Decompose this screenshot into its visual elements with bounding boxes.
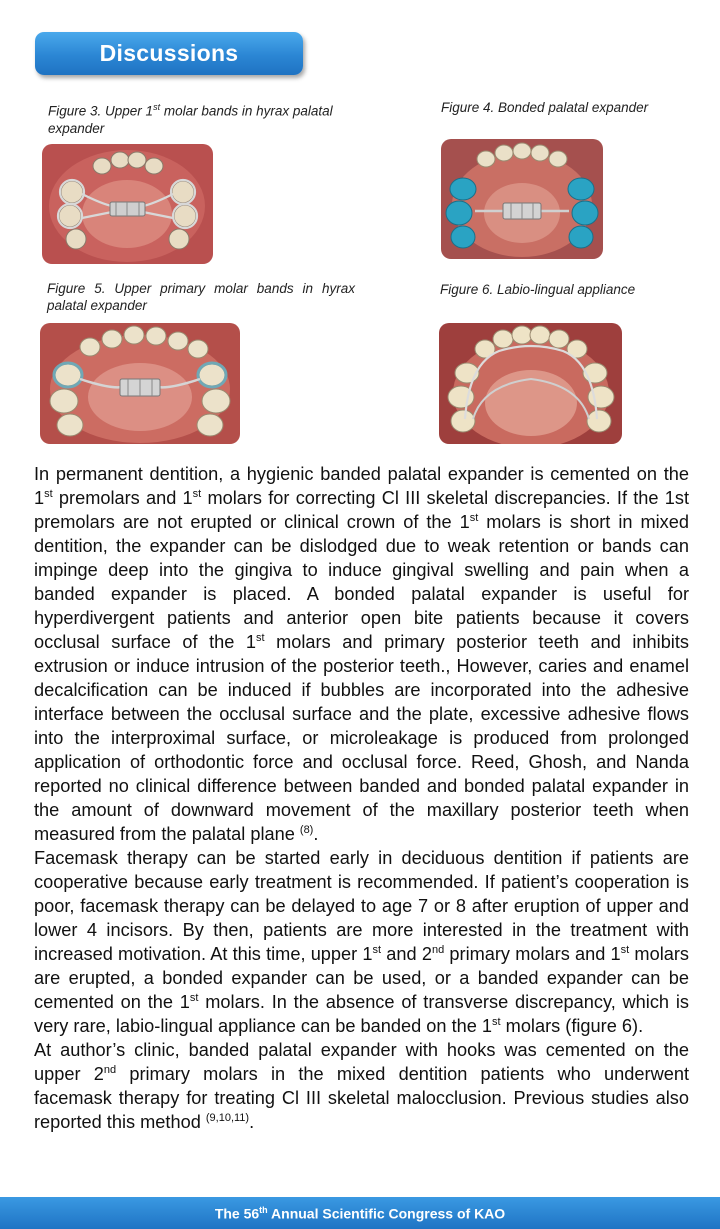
body-text xyxy=(34,462,689,1134)
figure-5-caption: Figure 5. Upper primary molar bands in hyrax palatal expander xyxy=(47,281,355,313)
figure-4-caption: Figure 4. Bonded palatal expander xyxy=(441,100,649,115)
paragraph-3: At author’s clinic, banded palatal expander with hooks was cemented on the upper 2nd primary molars in the mixed dentition patients who underwent facemask therapy for treating Cl III skeletal malocclusion. Previous studies also reported this method $^{(9,10,11)}$. xyxy=(34,1040,689,1132)
section-title: Discussions xyxy=(99,40,239,66)
paragraph-2: Facemask therapy can be started early in deciduous dentition if patients are cooperative because early treatment is recommended. If patient’s cooperation is poor, facemask therapy can be delayed to age 7 or 8 after eruption of upper and lower 4 incisors. By then, patients are more interested in the treatment with increased motivation. At this time, upper 1st and 2nd primary molars and 1st molars are erupted, a bonded expander can be used, or a banded expander can be cemented on the 1st molars. In the absence of transverse discrepancy, which is very rare, labio-lingual appliance can be banded on the 1st molars (figure 6). xyxy=(34,848,690,1036)
figure-5-image xyxy=(40,323,240,444)
figure-4-image xyxy=(441,139,603,259)
figure-6-image xyxy=(439,323,622,444)
paragraph-1: In permanent dentition, a hygienic banded palatal expander is cemented on the 1st premolars and 1st molars for correcting Cl III skeletal discrepancies. If the 1st premolars are not erupted or clinical crown of the 1st molars is short in mixed dentition, the expander can be dislodged due to weak retention or bands can impinge deep into the gingiva to induce gingival swelling and pain when a banded expander is placed. A bonded palatal expander is useful for hyperdivergent patients and anterior open bite patients because it covers occlusal surface of the 1st molars and primary posterior teeth and inhibits extrusion or induce intrusion of the posterior teeth., However, caries and enamel decalcification can be induced if bubbles are incorporated into the adhesive interface between the occlusal surface and the plate, excessive adhesive flows into the interproximal surface, or microleakage is produced from prolonged application of orthodontic force and occlusal force. Reed, Ghosh, and Nanda reported no clinical difference between banded and bonded palatal expander in the amount of downward movement of the maxillary posterior teeth when measured from the palatal plane $^{(8)}$. xyxy=(34,464,689,844)
footer-text: The 56th Annual Scientific Congress of KAO xyxy=(214,1204,506,1222)
figure-3-caption: Figure 3. Upper 1st molar bands in hyrax palatal expander xyxy=(48,102,333,136)
figure-3-image xyxy=(42,144,213,264)
figure-6-caption: Figure 6. Labio-lingual appliance xyxy=(440,282,636,297)
section-title-tab xyxy=(35,32,303,75)
footer-banner xyxy=(0,1197,720,1229)
